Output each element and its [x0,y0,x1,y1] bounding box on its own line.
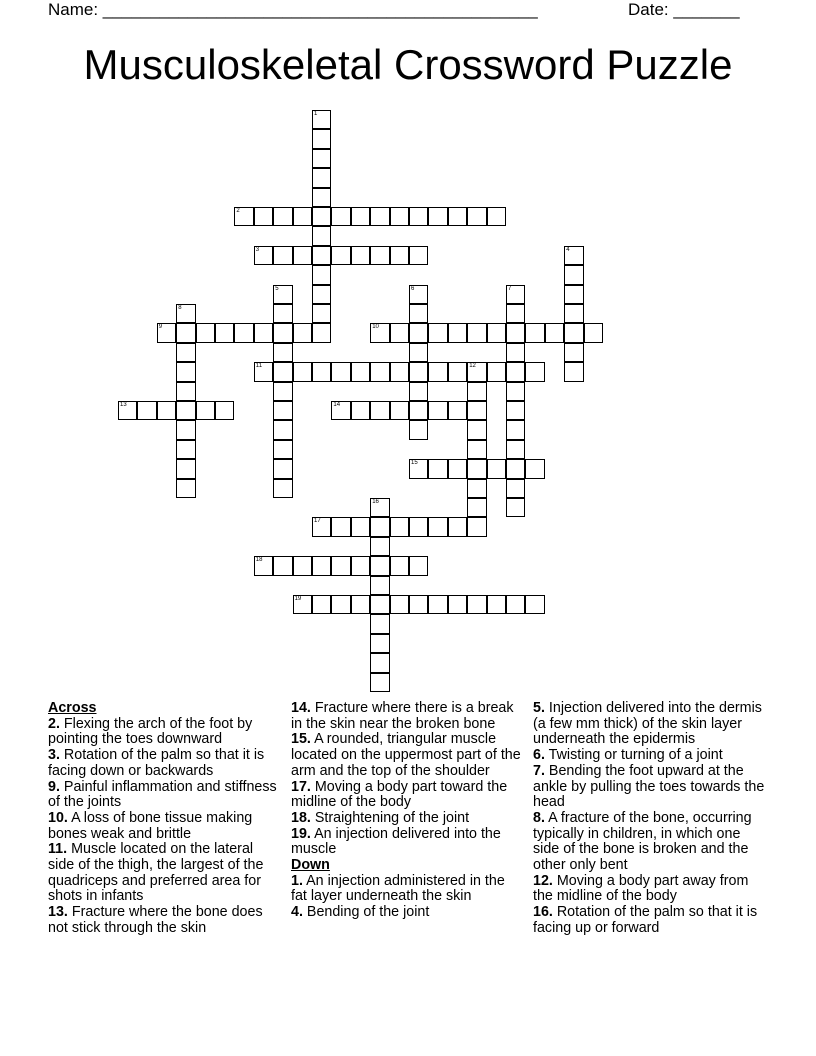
grid-cell[interactable] [428,459,447,478]
grid-cell[interactable] [564,323,583,342]
grid-cell[interactable] [487,207,506,226]
grid-cell[interactable] [351,207,370,226]
grid-cell[interactable] [506,479,525,498]
grid-cell[interactable] [487,362,506,381]
grid-cell[interactable] [273,343,292,362]
grid-cell[interactable] [312,517,331,536]
grid-cell[interactable] [564,343,583,362]
grid-cell[interactable] [196,323,215,342]
grid-cell[interactable] [467,382,486,401]
grid-cell[interactable] [273,285,292,304]
grid-cell[interactable] [506,401,525,420]
clues-column-1 [48,701,280,937]
grid-cell[interactable] [157,323,176,342]
grid-cell[interactable] [409,304,428,323]
clue-across-18: 18. Straightening of the joint [291,809,470,826]
clue-number-label: 7 [508,285,512,292]
grid-cell[interactable] [293,595,312,614]
grid-cell[interactable] [390,595,409,614]
grid-cell[interactable] [176,401,195,420]
grid-cell[interactable] [370,595,389,614]
clue-across-11: 11. Muscle located on the lateral side of the thigh, the largest of the quadriceps and preferred area for shots in infants [48,841,264,905]
grid-cell[interactable] [370,653,389,672]
clue-number-label: 12 [469,363,476,370]
across-heading: Across [48,700,97,716]
grid-cell[interactable] [564,285,583,304]
clues-column-3 [533,701,765,937]
grid-cell[interactable] [331,362,350,381]
grid-cell[interactable] [331,517,350,536]
grid-cell[interactable] [351,362,370,381]
grid-cell[interactable] [409,517,428,536]
grid-cell[interactable] [506,420,525,439]
grid-cell[interactable] [137,401,156,420]
grid-cell[interactable] [506,595,525,614]
grid-cell[interactable] [331,595,350,614]
clue-number-label: 15 [411,460,418,467]
grid-cell[interactable] [331,401,350,420]
grid-cell[interactable] [487,323,506,342]
grid-cell[interactable] [273,440,292,459]
grid-cell[interactable] [390,517,409,536]
grid-cell[interactable] [273,479,292,498]
grid-cell[interactable] [409,285,428,304]
clue-down-6: 6. Twisting or turning of a joint [533,747,723,764]
grid-cell[interactable] [467,362,486,381]
grid-cell[interactable] [428,323,447,342]
grid-cell[interactable] [390,362,409,381]
grid-cell[interactable] [351,517,370,536]
grid-cell[interactable] [196,401,215,420]
grid-cell[interactable] [273,556,292,575]
grid-cell[interactable] [390,207,409,226]
grid-cell[interactable] [118,401,137,420]
grid-cell[interactable] [370,401,389,420]
grid-cell[interactable] [254,246,273,265]
clue-across-3: 3. Rotation of the palm so that it is facing down or backwards [48,747,265,779]
grid-cell[interactable] [254,362,273,381]
grid-cell[interactable] [273,246,292,265]
grid-cell[interactable] [564,246,583,265]
grid-cell[interactable] [467,440,486,459]
grid-cell[interactable] [428,517,447,536]
grid-cell[interactable] [312,188,331,207]
grid-cell[interactable] [448,595,467,614]
grid-cell[interactable] [467,517,486,536]
clue-across-14: 14. Fracture where there is a break in the skin near the broken bone [291,700,514,732]
grid-cell[interactable] [273,459,292,478]
grid-cell[interactable] [525,595,544,614]
grid-cell[interactable] [293,323,312,342]
grid-cell[interactable] [467,479,486,498]
clue-number-label: 8 [178,305,182,311]
grid-cell[interactable] [293,362,312,381]
grid-cell[interactable] [428,595,447,614]
grid-cell[interactable] [176,479,195,498]
grid-cell[interactable] [370,362,389,381]
grid-cell[interactable] [370,323,389,342]
grid-cell[interactable] [176,440,195,459]
grid-cell[interactable] [351,556,370,575]
clue-down-7: 7. Bending the foot upward at the ankle by pulling the toes towards the head [533,762,765,811]
grid-cell[interactable] [467,498,486,517]
grid-cell[interactable] [506,362,525,381]
grid-cell[interactable] [506,459,525,478]
grid-cell[interactable] [370,614,389,633]
grid-cell[interactable] [506,285,525,304]
grid-cell[interactable] [312,323,331,342]
grid-cell[interactable] [351,246,370,265]
grid-cell[interactable] [506,343,525,362]
clue-down-4: 4. Bending of the joint [291,904,430,921]
clue-number-label: 11 [255,363,263,370]
date-field-label: Date: _______ [628,0,740,19]
grid-cell[interactable] [234,323,253,342]
grid-cell[interactable] [409,343,428,362]
clue-down-5: 5. Injection delivered into the dermis (a few mm thick) of the skin layer underneath the epidermis [533,700,762,748]
grid-cell[interactable] [390,246,409,265]
grid-cell[interactable] [467,595,486,614]
grid-cell[interactable] [525,362,544,381]
clue-number-label: 9 [158,324,163,331]
grid-cell[interactable] [564,362,583,381]
grid-cell[interactable] [273,323,292,342]
grid-cell[interactable] [370,576,389,595]
grid-cell[interactable] [254,323,273,342]
clue-number-label: 4 [566,246,570,253]
grid-cell[interactable] [293,207,312,226]
clues-column-2 [291,701,523,921]
clue-across-17: 17. Moving a body part toward the midline of the body [291,778,508,811]
grid-cell[interactable] [176,304,195,323]
grid-cell[interactable] [312,556,331,575]
grid-cell[interactable] [409,556,428,575]
grid-cell[interactable] [370,556,389,575]
page-title: Musculoskeletal Crossword Puzzle [83,41,733,88]
grid-cell[interactable] [176,343,195,362]
grid-cell[interactable] [409,420,428,439]
grid-cell[interactable] [545,323,564,342]
grid-cell[interactable] [467,401,486,420]
grid-cell[interactable] [370,537,389,556]
grid-cell[interactable] [293,246,312,265]
grid-cell[interactable] [312,595,331,614]
grid-cell[interactable] [273,362,292,381]
grid-cell[interactable] [409,401,428,420]
grid-cell[interactable] [390,323,409,342]
grid-cell[interactable] [409,207,428,226]
grid-cell[interactable] [312,285,331,304]
grid-cell[interactable] [467,207,486,226]
name-field-label: Name: ______________________________________________ [48,0,538,19]
grid-cell[interactable] [506,498,525,517]
grid-cell[interactable] [506,323,525,342]
grid-cell[interactable] [176,459,195,478]
grid-cell[interactable] [525,459,544,478]
clue-number-label: 6 [411,285,415,292]
grid-cell[interactable] [428,401,447,420]
clue-across-13: 13. Fracture where the bone does not stick through the skin [48,904,263,936]
grid-cell[interactable] [448,362,467,381]
grid-cell[interactable] [448,401,467,420]
grid-cell[interactable] [564,304,583,323]
grid-cell[interactable] [448,517,467,536]
grid-cell[interactable] [409,246,428,265]
grid-cell[interactable] [351,595,370,614]
grid-cell[interactable] [409,595,428,614]
clue-number-label: 10 [372,324,379,331]
clue-across-15: 15. A rounded, triangular muscle located on the uppermost part of the arm and the top of the shoulder [291,731,521,779]
grid-cell[interactable] [312,246,331,265]
grid-cell[interactable] [312,168,331,187]
grid-cell[interactable] [331,207,350,226]
grid-cell[interactable] [448,459,467,478]
grid-cell[interactable] [312,265,331,284]
clue-number-label: 3 [255,246,260,253]
grid-cell[interactable] [370,673,389,692]
clue-down-1: 1. An injection administered in the fat layer underneath the skin [291,872,505,905]
grid-cell[interactable] [254,556,273,575]
grid-cell[interactable] [273,382,292,401]
grid-cell[interactable] [312,304,331,323]
grid-cell[interactable] [370,634,389,653]
grid-cell[interactable] [176,382,195,401]
grid-cell[interactable] [312,110,331,129]
grid-cell[interactable] [273,304,292,323]
grid-cell[interactable] [506,440,525,459]
clue-number-label: 18 [255,557,263,564]
clue-number-label: 13 [120,402,127,408]
grid-cell[interactable] [176,323,195,342]
grid-cell[interactable] [273,207,292,226]
grid-cell[interactable] [428,362,447,381]
grid-cell[interactable] [176,420,195,439]
grid-cell[interactable] [351,401,370,420]
grid-cell[interactable] [409,323,428,342]
grid-cell[interactable] [312,207,331,226]
clue-number-label: 14 [333,402,341,408]
grid-cell[interactable] [254,207,273,226]
grid-cell[interactable] [273,420,292,439]
clue-down-8: 8. A fracture of the bone, occurring typically in children, in which one side of the bone is broken and the other only bent [533,809,752,874]
down-heading: Down [291,857,330,874]
grid-cell[interactable] [273,401,292,420]
clue-number-label: 16 [372,499,379,505]
grid-cell[interactable] [584,323,603,342]
grid-cell[interactable] [370,517,389,536]
clue-across-9: 9. Painful inflammation and stiffness of the joints [48,778,277,811]
grid-cell[interactable] [467,323,486,342]
grid-cell[interactable] [487,459,506,478]
grid-cell[interactable] [312,149,331,168]
grid-cell[interactable] [370,246,389,265]
clue-across-19: 19. An injection delivered into the muscle [291,825,501,858]
grid-cell[interactable] [564,265,583,284]
grid-cell[interactable] [428,207,447,226]
grid-cell[interactable] [506,382,525,401]
grid-cell[interactable] [409,459,428,478]
grid-cell[interactable] [157,401,176,420]
grid-cell[interactable] [390,556,409,575]
grid-cell[interactable] [234,207,253,226]
grid-cell[interactable] [409,382,428,401]
grid-cell[interactable] [448,207,467,226]
grid-cell[interactable] [448,323,467,342]
grid-cell[interactable] [312,362,331,381]
clue-number-label: 17 [314,518,321,525]
grid-cell[interactable] [370,207,389,226]
grid-cell[interactable] [506,304,525,323]
grid-cell[interactable] [331,246,350,265]
grid-cell[interactable] [176,362,195,381]
clue-number-label: 19 [294,596,302,602]
grid-cell[interactable] [390,401,409,420]
grid-cell[interactable] [467,459,486,478]
clue-number-label: 5 [275,285,279,292]
clue-number-label: 1 [314,111,318,117]
clue-down-12: 12. Moving a body part away from the midline of the body [533,872,749,905]
grid-cell[interactable] [293,556,312,575]
grid-cell[interactable] [487,595,506,614]
grid-cell[interactable] [525,323,544,342]
clue-number-label: 2 [236,208,240,214]
clue-down-16: 16. Rotation of the palm so that it is facing up or forward [533,904,758,936]
grid-cell[interactable] [409,362,428,381]
clue-across-10: 10. A loss of bone tissue making bones weak and brittle [48,809,253,842]
grid-cell[interactable] [370,498,389,517]
clue-across-2: 2. Flexing the arch of the foot by pointing the toes downward [48,715,253,748]
grid-cell[interactable] [215,401,234,420]
grid-cell[interactable] [312,226,331,245]
grid-cell[interactable] [467,420,486,439]
grid-cell[interactable] [331,556,350,575]
grid-cell[interactable] [312,129,331,148]
grid-cell[interactable] [215,323,234,342]
